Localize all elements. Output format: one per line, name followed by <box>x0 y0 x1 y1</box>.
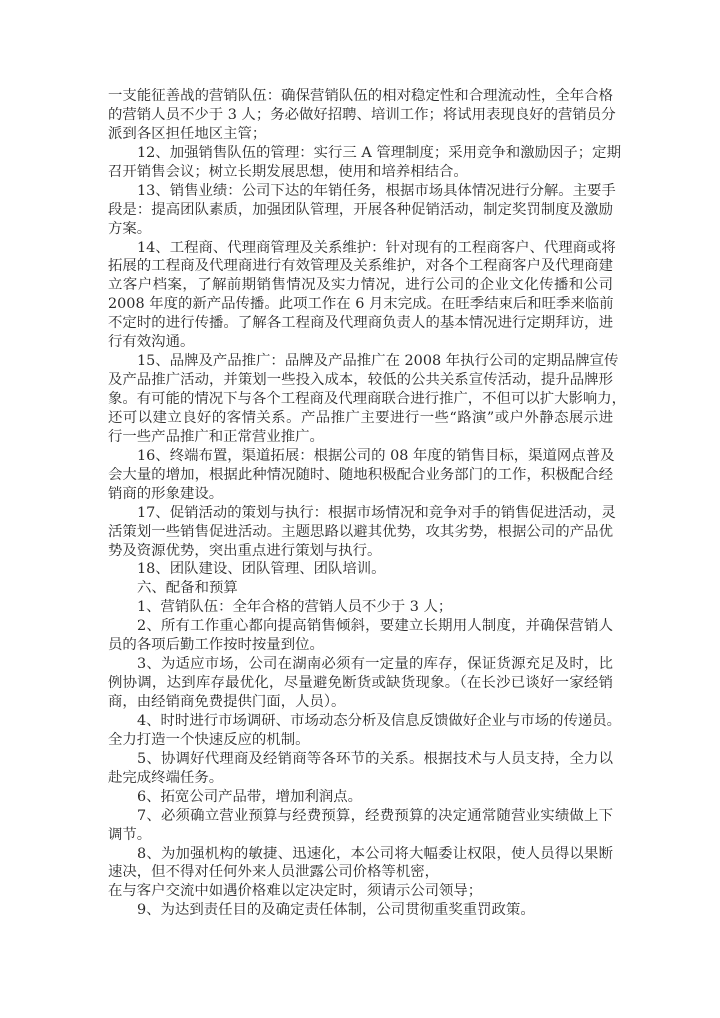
paragraph <box>108 239 616 353</box>
text-line: 2、所有工作重心都向提高销售倾斜，要建立长期用人制度，并确保营销人 <box>137 618 613 635</box>
text-line: 调节。 <box>108 826 152 843</box>
text-line: 2008 年度的新产品传播。此项工作在 6 月末完成。在旺季结束后和旺季来临前 <box>108 296 614 313</box>
paragraph <box>108 655 613 712</box>
text-line: 8、为加强机构的敏捷、迅速化，本公司将大幅委让权限，使人员得以果断 <box>137 845 613 862</box>
paragraph <box>108 617 613 655</box>
text-line: 4、时时进行市场调研、市场动态分析及信息反馈做好企业与市场的传递员。 <box>137 712 622 729</box>
text-line: 活策划一些销售促进活动。主题思路以避其优势，攻其劣势，根据公司的产品优 <box>108 523 613 540</box>
paragraph <box>108 144 621 182</box>
paragraph <box>108 504 616 561</box>
text-line: 不定时的进行传播。了解各工程商及代理商负责人的基本情况进行定期拜访，进 <box>108 315 613 332</box>
paragraph <box>108 598 613 617</box>
text-line: 员的各项后勤工作按时按量到位。 <box>108 637 324 654</box>
text-line: 一支能征善战的营销队伍：确保营销队伍的相对稳定性和合理流动性，全年合格 <box>108 88 613 104</box>
paragraph <box>108 352 627 447</box>
text-line: 段是：提高团队素质，加强团队管理，开展各种促销活动，制定奖罚制度及激励 <box>108 201 613 218</box>
text-line: 7、必须确立营业预算与经费预算，经费预算的决定通常随营业实绩做上下 <box>137 807 613 824</box>
text-line: 的营销人员不少于 3 人；务必做好招聘、培训工作；将试用表现良好的营销员分 <box>108 106 616 123</box>
paragraph <box>108 882 613 901</box>
text-line: 9、为达到责任目的及确定责任体制，公司贯彻重奖重罚政策。 <box>137 902 535 919</box>
paragraph <box>108 845 613 883</box>
paragraph <box>108 182 616 239</box>
text-line: 六、配备和预算 <box>137 580 238 597</box>
text-line: 13、销售业绩：公司下达的年销任务，根据市场具体情况进行分解。主要手 <box>137 182 616 199</box>
text-line: 赴完成终端任务。 <box>108 769 224 786</box>
text-line: 12、加强销售队伍的管理：实行三 A 管理制度；采用竞争和激励因子；定期 <box>137 144 621 161</box>
paragraph <box>108 750 613 788</box>
text-line: 6、拓宽公司产品带，增加利润点。 <box>137 788 363 805</box>
text-line: 立客户档案，了解前期销售情况及实力情况，进行公司的企业文化传播和公司 <box>108 277 613 294</box>
text-line: 派到各区担任地区主管； <box>108 125 267 142</box>
text-line: 14、工程商、代理商管理及关系维护：针对现有的工程商客户、代理商或将 <box>137 239 616 256</box>
text-line: 18、团队建设、团队管理、团队培训。 <box>137 561 386 578</box>
text-line: 16、终端布置，渠道拓展：根据公司的 08 年度的销售目标，渠道网点普及 <box>137 447 615 464</box>
text-line: 方案。 <box>108 220 152 237</box>
text-line: 全力打造一个快速反应的机制。 <box>108 731 310 748</box>
paragraph <box>108 579 613 598</box>
text-line: 行有效沟通。 <box>108 334 195 351</box>
text-line: 及产品推广活动，并策划一些投入成本，较低的公共关系宣传活动，提升品牌形 <box>108 372 613 389</box>
text-line: 3、为适应市场，公司在湖南必须有一定量的库存，保证货源充足及时，比 <box>137 656 613 673</box>
paragraph <box>108 788 613 807</box>
paragraph <box>108 712 622 750</box>
text-line: 商，由经销商免费提供门面，人员）。 <box>108 694 346 710</box>
text-line: 会大量的增加，根据此种情况随时、随地积极配合业务部门的工作，积极配合经 <box>108 466 613 483</box>
paragraph <box>108 807 613 845</box>
text-line: 17、促销活动的策划与执行：根据市场情况和竞争对手的销售促进活动，灵 <box>137 504 616 521</box>
text-line: 拓展的工程商及代理商进行有效管理及关系维护，对各个工程商客户及代理商建 <box>108 258 613 275</box>
text-line: 行一些产品推广和正常营业推广。 <box>108 428 324 445</box>
text-line: 速决，但不得对任何外来人员泄露公司价格等机密， <box>108 864 439 881</box>
text-line: 还可以建立良好的客情关系。产品推广主要进行一些“路演”或户外静态展示进 <box>108 409 613 426</box>
text-line: 势及资源优势，突出重点进行策划与执行。 <box>108 542 382 559</box>
text-line: 15、品牌及产品推广：品牌及产品推广在 2008 年执行公司的定期品牌宣传 <box>137 353 619 370</box>
text-line: 象。有可能的情况下与各个工程商及代理商联合进行推广，不但可以扩大影响力， <box>108 391 627 407</box>
text-line: 召开销售会议；树立长期发展思想，使用和培养相结合。 <box>108 163 468 180</box>
paragraph <box>108 447 613 504</box>
text-line: 销商的形象建设。 <box>108 485 224 502</box>
paragraph <box>108 560 613 579</box>
text-line: 例协调，达到库存最优化，尽量避免断货或缺货现象。（在长沙已谈好一家经销 <box>108 675 613 692</box>
paragraph <box>108 901 613 920</box>
text-line: 5、协调好代理商及经销商等各环节的关系。根据技术与人员支持，全力以 <box>137 750 613 767</box>
text-line: 1、营销队伍：全年合格的营销人员不少于 3 人； <box>137 599 453 616</box>
paragraph <box>108 87 616 144</box>
document-page <box>108 87 627 920</box>
text-line: 在与客户交流中如遇价格难以定决定时，须请示公司领导； <box>108 883 483 900</box>
